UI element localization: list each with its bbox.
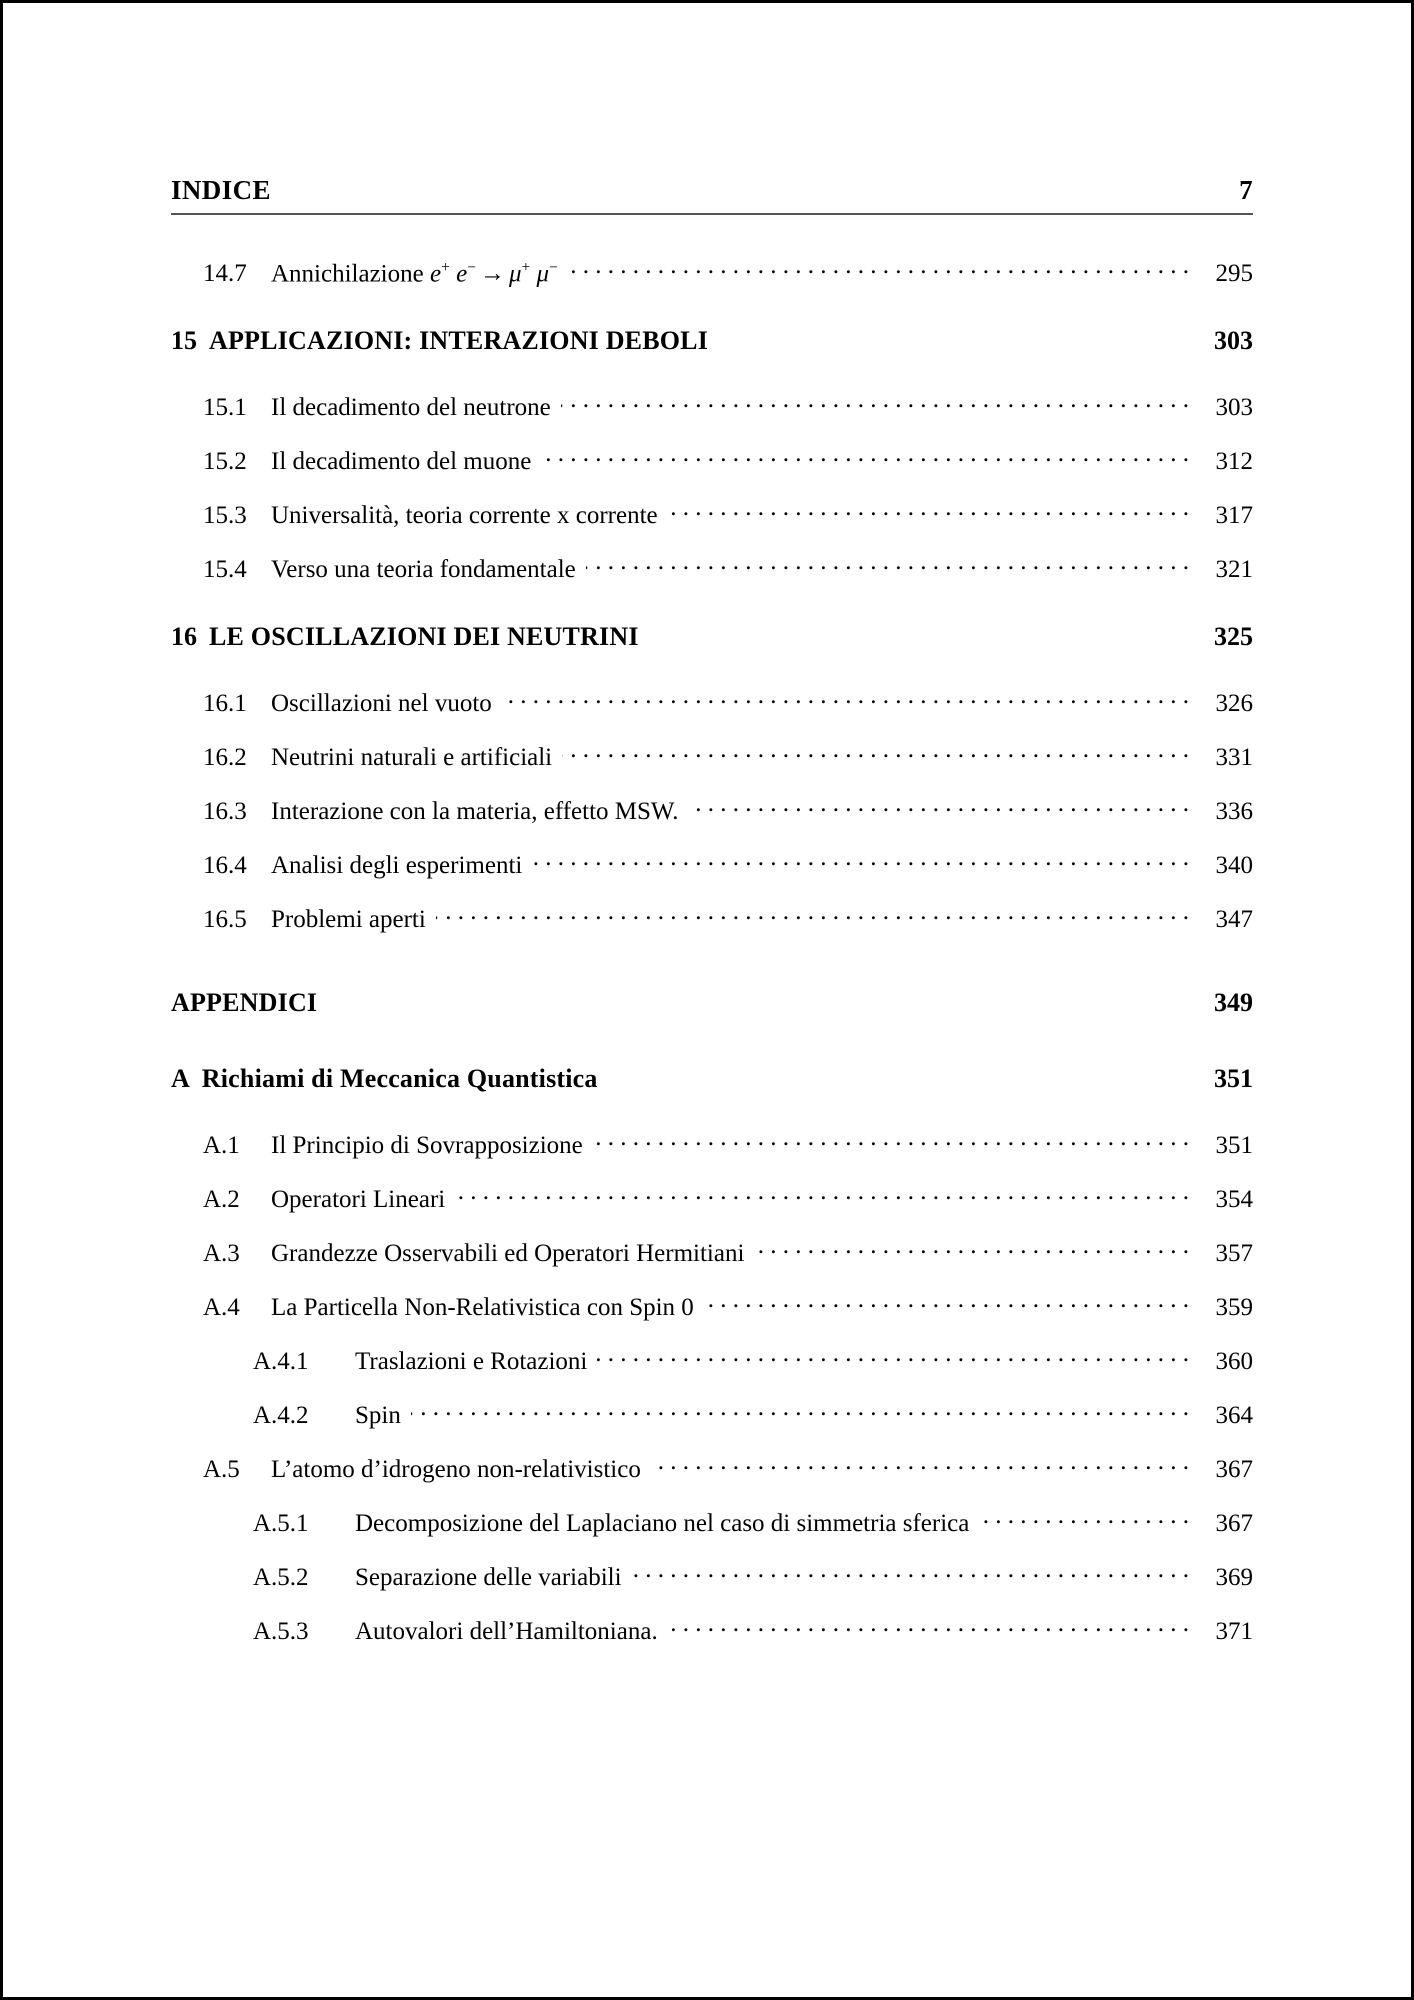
toc-entry-page: 360 [1215, 1348, 1253, 1376]
toc-dot-leader [979, 1515, 1189, 1531]
toc-entry-number: 15.3 [203, 502, 247, 530]
toc-entry-title: Universalità, teoria corrente x corrente [271, 502, 658, 530]
toc-entry-number: 16.1 [203, 690, 247, 718]
toc-entry[interactable] [171, 906, 1253, 934]
toc-entry-title: Spin [355, 1402, 401, 1430]
toc-entry-page: 331 [1215, 744, 1253, 772]
toc-entry-title: Verso una teoria fondamentale [271, 556, 576, 584]
toc-entry-number: 15.2 [203, 448, 247, 476]
toc-dot-leader [651, 1461, 1189, 1477]
toc-entry-title: Traslazioni e Rotazioni [355, 1348, 588, 1376]
toc-entry-title: Decomposizione del Laplaciano nel caso di simmetria sferica [355, 1510, 970, 1538]
header-rule [171, 213, 1253, 215]
toc-dot-leader [327, 995, 1189, 1011]
toc-dot-leader [586, 561, 1189, 577]
toc-entry[interactable] [171, 690, 1253, 718]
toc-entry[interactable] [171, 448, 1253, 476]
toc-dot-leader [502, 695, 1189, 711]
page-content-area [171, 3, 1253, 1672]
toc-entry[interactable] [171, 1564, 1253, 1592]
table-of-contents [171, 259, 1253, 1646]
toc-entry-page: 357 [1215, 1240, 1253, 1268]
toc-entry[interactable] [171, 1132, 1253, 1160]
toc-entry-title: Il decadimento del neutrone [271, 394, 551, 422]
toc-entry-page: 354 [1215, 1186, 1253, 1214]
toc-dot-leader [411, 1407, 1189, 1423]
toc-entry[interactable] [171, 394, 1253, 422]
running-header [171, 3, 1253, 206]
toc-dot-leader [436, 911, 1189, 927]
toc-entry[interactable] [171, 744, 1253, 772]
toc-entry-number: A.4.1 [253, 1348, 309, 1376]
toc-dot-leader [561, 399, 1189, 415]
toc-entry-title: APPLICAZIONI: INTERAZIONI DEBOLI [209, 326, 709, 356]
toc-entry[interactable] [171, 1186, 1253, 1214]
toc-entry-page: 371 [1215, 1618, 1253, 1646]
toc-entry-page: 351 [1214, 1064, 1253, 1094]
toc-entry-number: A.1 [203, 1132, 240, 1160]
toc-dot-leader [632, 1569, 1189, 1585]
toc-dot-leader [608, 1071, 1189, 1087]
toc-dot-leader [455, 1191, 1189, 1207]
toc-entry[interactable] [171, 556, 1253, 584]
toc-dot-leader [704, 1299, 1189, 1315]
toc-entry-page: 312 [1215, 448, 1253, 476]
toc-entry-title: L’atomo d’idrogeno non-relativistico [271, 1456, 641, 1484]
toc-entry[interactable] [171, 798, 1253, 826]
toc-entry-number: A.5.1 [253, 1510, 309, 1538]
toc-entry-number: A.5 [203, 1456, 240, 1484]
toc-entry-number: 16.5 [203, 906, 247, 934]
toc-entry-title: Problemi aperti [271, 906, 426, 934]
toc-entry-title: Grandezze Osservabili ed Operatori Hermitiani [271, 1240, 745, 1268]
toc-entry-number: A.5.3 [253, 1618, 309, 1646]
running-header-title: INDICE [171, 175, 271, 205]
toc-entry[interactable] [171, 1064, 1253, 1094]
toc-entry-number: A [171, 1064, 190, 1094]
toc-entry[interactable] [171, 988, 1253, 1018]
toc-entry-title: Neutrini naturali e artificiali [271, 744, 553, 772]
toc-entry-number: 16 [171, 622, 197, 652]
toc-dot-leader [597, 1353, 1189, 1369]
toc-entry-title: LE OSCILLAZIONI DEI NEUTRINI [209, 622, 639, 652]
toc-entry[interactable] [171, 259, 1253, 288]
toc-entry-title: APPENDICI [171, 988, 318, 1018]
toc-entry-title: Il decadimento del muone [271, 448, 532, 476]
toc-entry-page: 326 [1215, 690, 1253, 718]
toc-entry-page: 303 [1214, 326, 1253, 356]
toc-entry-number: 14.7 [203, 260, 247, 288]
toc-entry-page: 347 [1215, 906, 1253, 934]
toc-entry[interactable] [171, 1618, 1253, 1646]
toc-entry-page: 367 [1215, 1456, 1253, 1484]
toc-entry-number: 16.4 [203, 852, 247, 880]
toc-entry-page: 364 [1215, 1402, 1253, 1430]
toc-entry-page: 321 [1215, 556, 1253, 584]
toc-entry-title: Analisi degli esperimenti [271, 852, 523, 880]
toc-entry-number: 16.3 [203, 798, 247, 826]
toc-entry[interactable] [171, 1294, 1253, 1322]
toc-entry-number: A.4 [203, 1294, 240, 1322]
toc-entry[interactable] [171, 622, 1253, 652]
toc-entry-number: A.4.2 [253, 1402, 309, 1430]
toc-entry-page: 367 [1215, 1510, 1253, 1538]
toc-entry-page: 349 [1214, 988, 1253, 1018]
toc-entry-number: 15.4 [203, 556, 247, 584]
toc-entry-title: Annichilazione e+ e− → μ+ μ− [271, 259, 558, 288]
toc-entry-page: 359 [1215, 1294, 1253, 1322]
toc-entry[interactable] [171, 852, 1253, 880]
toc-entry-title: Autovalori dell’Hamiltoniana. [355, 1618, 658, 1646]
toc-entry-number: A.5.2 [253, 1564, 309, 1592]
toc-entry-number: 15 [171, 326, 197, 356]
toc-entry[interactable] [171, 1348, 1253, 1376]
toc-entry-page: 303 [1215, 394, 1253, 422]
page-number: 7 [1239, 175, 1253, 205]
toc-dot-leader [754, 1245, 1189, 1261]
toc-entry-title: Richiami di Meccanica Quantistica [201, 1064, 598, 1094]
toc-entry-title: Operatori Lineari [271, 1186, 446, 1214]
toc-entry-page: 369 [1215, 1564, 1253, 1592]
toc-entry-number: 16.2 [203, 744, 247, 772]
toc-entry-page: 317 [1215, 502, 1253, 530]
toc-entry-title: Separazione delle variabili [355, 1564, 622, 1592]
toc-dot-leader [668, 507, 1189, 523]
toc-entry[interactable] [171, 1456, 1253, 1484]
toc-dot-leader [562, 749, 1189, 765]
toc-entry-title: La Particella Non-Relativistica con Spin 0 [271, 1294, 694, 1322]
toc-entry-number: A.3 [203, 1240, 240, 1268]
toc-entry[interactable] [171, 1240, 1253, 1268]
toc-entry[interactable] [171, 1402, 1253, 1430]
toc-entry-page: 295 [1215, 260, 1253, 288]
toc-entry-page: 351 [1215, 1132, 1253, 1160]
toc-dot-leader [668, 1623, 1189, 1639]
toc-dot-leader [532, 857, 1189, 873]
toc-entry-number: A.2 [203, 1186, 240, 1214]
toc-entry-number: 15.1 [203, 394, 247, 422]
toc-entry[interactable] [171, 1510, 1253, 1538]
toc-dot-leader [541, 453, 1189, 469]
toc-entry[interactable] [171, 326, 1253, 356]
toc-dot-leader [688, 803, 1189, 819]
toc-entry-page: 340 [1215, 852, 1253, 880]
toc-entry-title: Interazione con la materia, effetto MSW. [271, 798, 679, 826]
toc-dot-leader [593, 1137, 1189, 1153]
toc-dot-leader [568, 265, 1189, 281]
toc-entry-page: 325 [1214, 622, 1253, 652]
toc-dot-leader [718, 333, 1189, 349]
toc-entry-title: Il Principio di Sovrapposizione [271, 1132, 583, 1160]
toc-entry[interactable] [171, 502, 1253, 530]
toc-entry-title: Oscillazioni nel vuoto [271, 690, 492, 718]
toc-dot-leader [649, 629, 1189, 645]
toc-entry-page: 336 [1215, 798, 1253, 826]
